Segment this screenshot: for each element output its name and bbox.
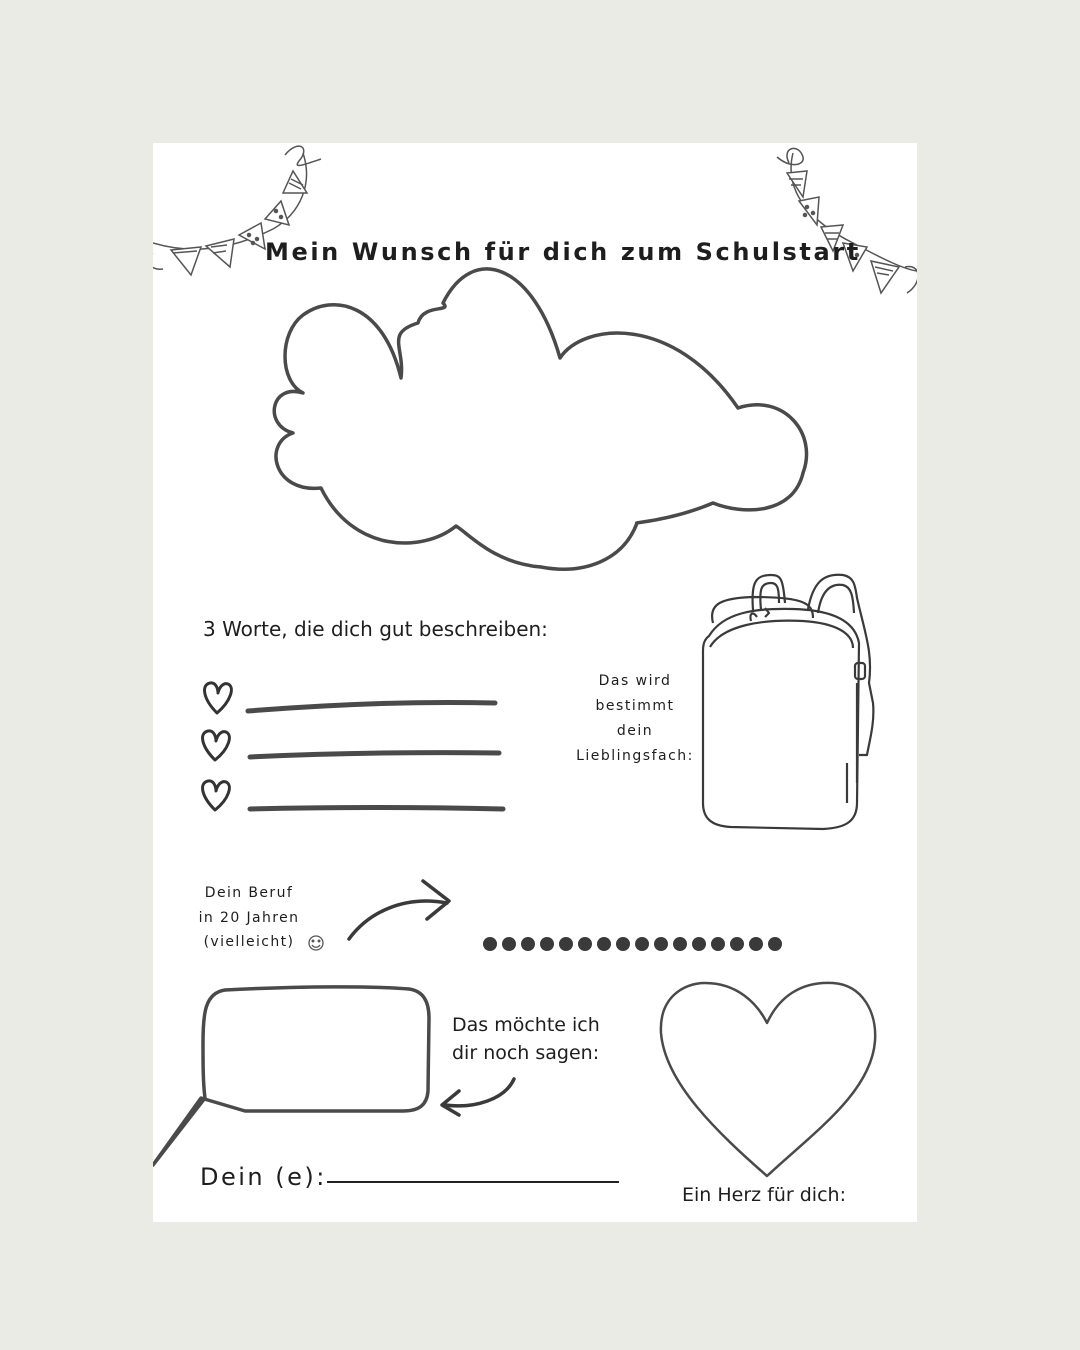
message-line: Das möchte ich [452, 1014, 600, 1036]
smiley-icon [309, 936, 323, 950]
arrow-left-icon [442, 1079, 514, 1115]
message-prompt [452, 1011, 622, 1067]
worksheet [153, 143, 917, 1222]
favorite-subject-line: dein [616, 723, 654, 739]
heart-caption: Ein Herz für dich: [682, 1184, 846, 1206]
heart-icon [661, 983, 875, 1176]
favorite-subject-line: Das wird [598, 673, 672, 689]
favorite-subject-line: Lieblingsfach: [576, 748, 694, 764]
cloud-icon [274, 269, 806, 569]
job-prompt [193, 881, 305, 955]
signature-label: Dein (e): [200, 1163, 327, 1191]
favorite-subject-line: bestimmt [595, 698, 675, 714]
backpack-icon [703, 575, 873, 829]
words-prompt: 3 Worte, die dich gut beschreiben: [203, 617, 548, 641]
signature-line [327, 1181, 619, 1183]
favorite-subject-prompt [565, 669, 705, 769]
heart-bullet-icon [203, 731, 230, 760]
bunting-right-icon [777, 148, 917, 293]
word-lines [248, 702, 503, 809]
job-line: in 20 Jahren [198, 909, 300, 926]
heart-bullet-icon [205, 683, 232, 713]
heart-bullets [203, 683, 232, 810]
job-line: Dein Beruf [204, 885, 294, 901]
page-title: Mein Wunsch für dich zum Schulstart [265, 238, 861, 266]
heart-bullet-icon [203, 781, 230, 810]
speech-bubble-icon [153, 987, 429, 1165]
job-line: (vielleicht) [203, 934, 295, 950]
message-line: dir noch sagen: [452, 1042, 600, 1064]
answer-dots [483, 937, 782, 951]
arrow-right-icon [349, 881, 449, 939]
